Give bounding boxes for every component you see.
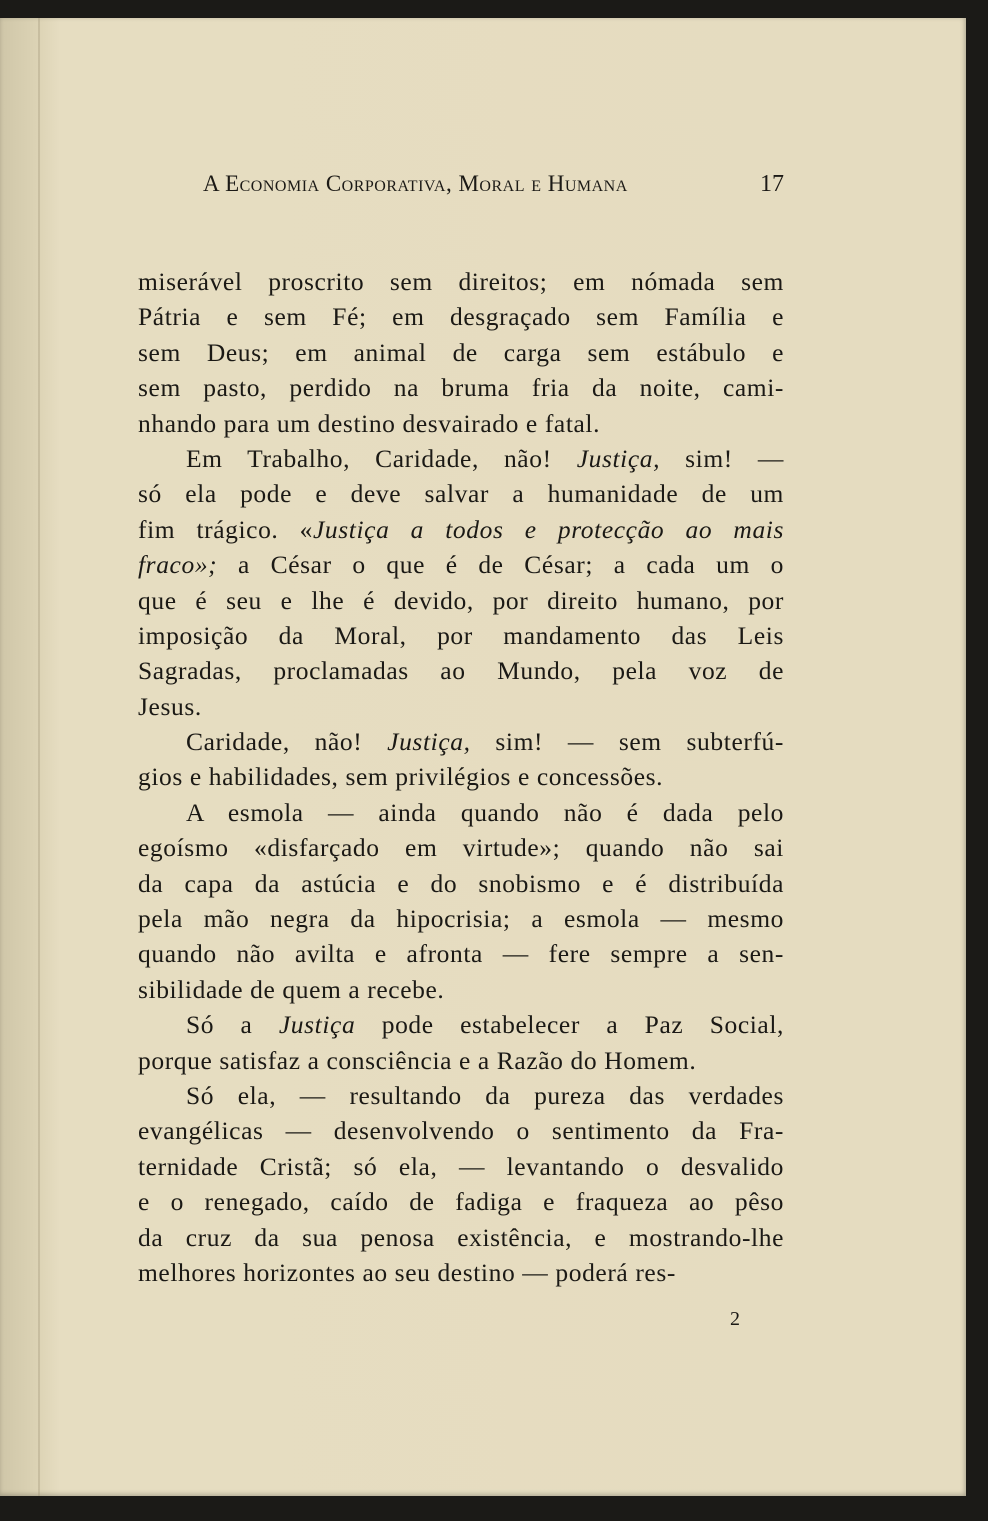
text-line — [138, 1184, 784, 1219]
running-title: A Economia Corporativa, Moral e Humana — [203, 171, 628, 196]
text-segment: pela mão negra da hipocrisia; a esmola — mesmo — [138, 904, 784, 934]
text-line — [138, 476, 784, 511]
text-line — [138, 1149, 784, 1184]
text-segment: só ela pode e deve salvar a humanidade de um — [138, 479, 784, 509]
text-segment: imposição da Moral, por mandamento das Leis — [138, 620, 784, 650]
text-segment: Só a — [186, 1010, 279, 1040]
text-line — [138, 1255, 784, 1290]
text-segment: e o renegado, caído de fadiga e fraqueza ao pêso — [138, 1187, 784, 1217]
text-segment: fim trágico. « — [138, 514, 313, 544]
italic-text: Justiça — [278, 1010, 356, 1040]
text-segment: nhando para um destino desvairado e fatal. — [138, 408, 601, 438]
text-line — [138, 370, 784, 405]
text-segment: Caridade, não! — [186, 727, 388, 757]
text-line — [138, 406, 784, 441]
text-segment: gios e habilidades, sem privilégios e concessões. — [138, 762, 664, 792]
page-gutter — [38, 18, 40, 1496]
text-segment: porque satisfaz a consciência e a Razão do Homem. — [138, 1045, 697, 1075]
text-line — [138, 653, 784, 688]
text-line — [138, 795, 784, 830]
text-segment: melhores horizontes ao seu destino — poderá res- — [138, 1257, 676, 1287]
book-page — [0, 18, 966, 1496]
italic-text: Justiça a todos e protecção ao mais — [313, 514, 784, 544]
text-line — [138, 1220, 784, 1255]
text-line — [138, 936, 784, 971]
text-segment: Jesus. — [138, 691, 202, 721]
text-line — [138, 512, 784, 547]
text-line — [138, 689, 784, 724]
text-segment: da capa da astúcia e do snobismo e é distribuída — [138, 868, 784, 898]
text-line — [138, 441, 784, 476]
text-segment: ternidade Cristã; só ela, — levantando o desvalido — [138, 1151, 784, 1181]
text-line — [138, 866, 784, 901]
text-segment: quando não avilta e afronta — fere sempre a sen- — [138, 939, 784, 969]
text-line — [138, 1078, 784, 1113]
running-head — [0, 171, 966, 211]
text-segment: pode estabelecer a Paz Social, — [355, 1010, 784, 1040]
text-line — [138, 1007, 784, 1042]
italic-text: Justiça, — [387, 727, 471, 757]
text-line — [138, 759, 784, 794]
text-line — [138, 830, 784, 865]
text-line — [138, 901, 784, 936]
text-segment: Pátria e sem Fé; em desgraçado sem Família e — [138, 302, 784, 332]
text-line — [138, 618, 784, 653]
page-number: 17 — [760, 171, 784, 197]
text-segment: A esmola — ainda quando não é dada pelo — [186, 797, 784, 827]
text-line — [138, 299, 784, 334]
text-segment: egoísmo «disfarçado em virtude»; quando não sai — [138, 833, 784, 863]
text-line — [138, 583, 784, 618]
signature-mark: 2 — [730, 1308, 740, 1330]
text-line — [138, 724, 784, 759]
text-line — [138, 335, 784, 370]
body-text — [138, 264, 784, 1290]
text-segment: Só ela, — resultando da pureza das verdades — [186, 1080, 784, 1110]
text-segment: sim! — sem subterfú- — [470, 727, 784, 757]
text-line — [138, 1113, 784, 1148]
text-segment: Em Trabalho, Caridade, não! — [186, 443, 577, 473]
text-line — [138, 547, 784, 582]
text-segment: sem Deus; em animal de carga sem estábulo e — [138, 337, 784, 367]
italic-text: fraco»; — [138, 550, 218, 580]
text-line — [138, 1043, 784, 1078]
text-segment: que é seu e lhe é devido, por direito humano, por — [138, 585, 784, 615]
text-segment: evangélicas — desenvolvendo o sentimento da Fra- — [138, 1116, 784, 1146]
text-segment: a César o que é de César; a cada um o — [217, 550, 784, 580]
text-segment: sibilidade de quem a recebe. — [138, 974, 445, 1004]
italic-text: Justiça, — [576, 443, 661, 473]
text-segment: Sagradas, proclamadas ao Mundo, pela voz de — [138, 656, 784, 686]
text-line — [138, 264, 784, 299]
text-segment: sem pasto, perdido na bruma fria da noite, cami- — [138, 373, 784, 403]
text-segment: da cruz da sua penosa existência, e mostrando-lhe — [138, 1222, 784, 1252]
text-line — [138, 972, 784, 1007]
text-segment: miserável proscrito sem direitos; em nómada sem — [138, 267, 784, 296]
text-segment: sim! — — [660, 443, 784, 473]
